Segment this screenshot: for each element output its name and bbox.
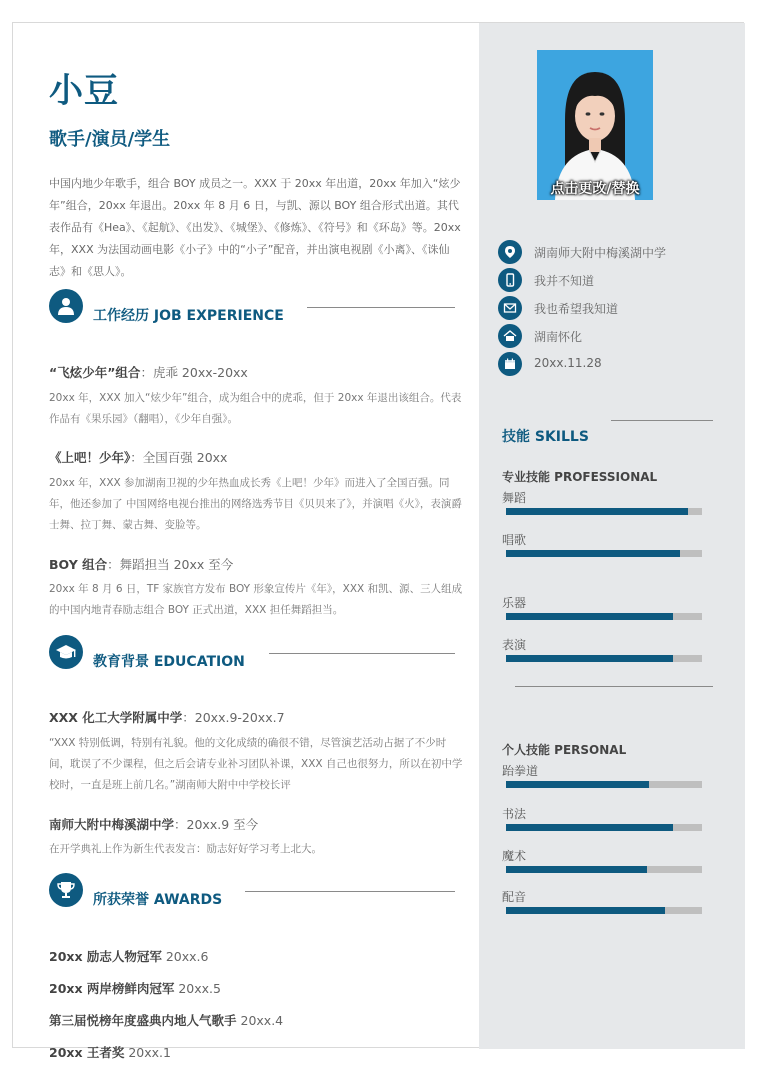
- skills-section-title: 技能 SKILLS: [502, 429, 589, 445]
- skill-bar-fill: [506, 550, 680, 557]
- skill-label: 唱歌: [502, 533, 527, 547]
- awards-section-title: 所获荣誉 AWARDS: [93, 892, 223, 908]
- skill-bar: [506, 613, 702, 620]
- person-role: 歌手/演员/学生: [49, 129, 171, 150]
- profile-photo[interactable]: [537, 50, 653, 200]
- work-item-title: BOY 组合：舞蹈担当 20xx 至今: [49, 557, 234, 572]
- education-item-title: XXX 化工大学附属中学：20xx.9-20xx.7: [49, 710, 285, 725]
- skill-bar-fill: [506, 907, 665, 914]
- education-item-desc: “XXX 特别低调，特别有礼貌。他的文化成绩的确很不错，尽管演艺活动占据了不少时间，耽误了不少课程，但之后会请专业补习团队补课，XXX 自己也很努力，所以在初中学校时，一直是班上前几名。”湖南师大附中中学校长评: [49, 737, 463, 791]
- graduation-cap-icon: [49, 635, 83, 669]
- work-item-title: “飞炫少年”组合：虎乖 20xx-20xx: [49, 365, 248, 380]
- skill-label: 乐器: [502, 596, 527, 610]
- personal-skills-title: 个人技能 PERSONAL: [502, 743, 627, 757]
- skill-bar-fill: [506, 824, 673, 831]
- skill-label: 表演: [502, 638, 527, 652]
- work-item-desc: 20xx 年，XXX 加入“炫少年”组合，成为组合中的虎乖，但于 20xx 年退出该组合。代表作品有《果乐园》（翻唱），《少年自强》。: [49, 392, 462, 425]
- contact-phone: 我并不知道: [498, 268, 728, 294]
- education-section-header: [49, 635, 469, 675]
- award-item: 20xx 王者奖 20xx.1: [49, 1045, 171, 1060]
- contact-address: 湖南师大附中梅溪湖中学: [498, 240, 728, 266]
- award-item: 20xx 励志人物冠军 20xx.6: [49, 949, 209, 964]
- home-icon: [498, 324, 522, 348]
- skill-bar: [506, 866, 702, 873]
- section-divider: [245, 891, 455, 892]
- person-icon: [49, 289, 83, 323]
- skill-label: 配音: [502, 890, 527, 904]
- work-section-title: 工作经历 JOB EXPERIENCE: [93, 308, 284, 324]
- photo-replace-caption[interactable]: 点击更改/替换: [550, 181, 640, 197]
- skill-bar-fill: [506, 655, 673, 662]
- skill-label: 舞蹈: [502, 491, 527, 505]
- location-icon: [498, 240, 522, 264]
- skill-label: 魔术: [502, 849, 527, 863]
- skill-bar: [506, 907, 702, 914]
- contact-email: 我也希望我知道: [498, 296, 728, 322]
- work-section-header: [49, 289, 469, 329]
- contact-birthday: 20xx.11.28: [498, 352, 728, 378]
- award-item: 20xx 两岸榜鲜肉冠军 20xx.5: [49, 981, 221, 996]
- skill-bar: [506, 655, 702, 662]
- section-divider: [269, 653, 455, 654]
- work-item-title: 《上吧！少年》：全国百强 20xx: [49, 450, 228, 465]
- work-item-desc: 20xx 年 8 月 6 日，TF 家族官方发布 BOY 形象宣传片《年》，XXX 和凯、源、三人组成的中国内地青春励志组合 BOY 正式出道，XXX 担任舞蹈担当。: [49, 583, 463, 616]
- mail-icon: [498, 296, 522, 320]
- skill-label: 书法: [502, 807, 527, 821]
- work-item-desc: 20xx 年，XXX 参加湖南卫视的少年热血成长秀《上吧！少年》而进入了全国百强。同年，他还参加了 中国网络电视台推出的网络选秀节目《贝贝来了》，并演唱《火》，表演爵士舞、拉丁舞、蒙古舞、变脸等。: [49, 477, 462, 531]
- skill-bar-fill: [506, 866, 647, 873]
- skill-bar: [506, 781, 702, 788]
- professional-skills-title: 专业技能 PROFESSIONAL: [502, 470, 658, 484]
- person-name: 小豆: [49, 71, 119, 111]
- section-divider: [307, 307, 455, 308]
- education-item-desc: 在开学典礼上作为新生代表发言：励志好好学习考上北大。: [49, 843, 322, 855]
- phone-icon: [498, 268, 522, 292]
- intro-text: 中国内地少年歌手，组合 BOY 成员之一。XXX 于 20xx 年出道，20xx 年加入“炫少年”组合，20xx 年退出。20xx 年 8 月 6 日，与凯、源以 BOY 组合形式出道。其代表作品有《Hea》、《起航》、《出发》、《城堡》、《修炼》、《符号》和《环岛》等。20xx 年，XXX 为法国动画电影《小子》中的“小子”配音，并出演电视剧《小离》、《诛仙志》和《思人》。: [49, 177, 461, 278]
- skill-bar-fill: [506, 613, 673, 620]
- skill-bar-fill: [506, 781, 649, 788]
- calendar-icon: [498, 352, 522, 376]
- award-item: 第三届悦榜年度盛典内地人气歌手 20xx.4: [49, 1013, 284, 1028]
- trophy-icon: [49, 873, 83, 907]
- education-section-title: 教育背景 EDUCATION: [93, 654, 245, 670]
- contact-hometown: 湖南怀化: [498, 324, 728, 350]
- section-divider: [611, 420, 713, 421]
- skill-bar: [506, 824, 702, 831]
- skill-bar: [506, 508, 702, 515]
- skill-bar: [506, 550, 702, 557]
- skill-label: 跆拳道: [502, 764, 539, 778]
- awards-section-header: [49, 873, 469, 913]
- section-divider: [515, 686, 713, 687]
- education-item-title: 南师大附中梅溪湖中学：20xx.9 至今: [49, 817, 259, 832]
- skill-bar-fill: [506, 508, 688, 515]
